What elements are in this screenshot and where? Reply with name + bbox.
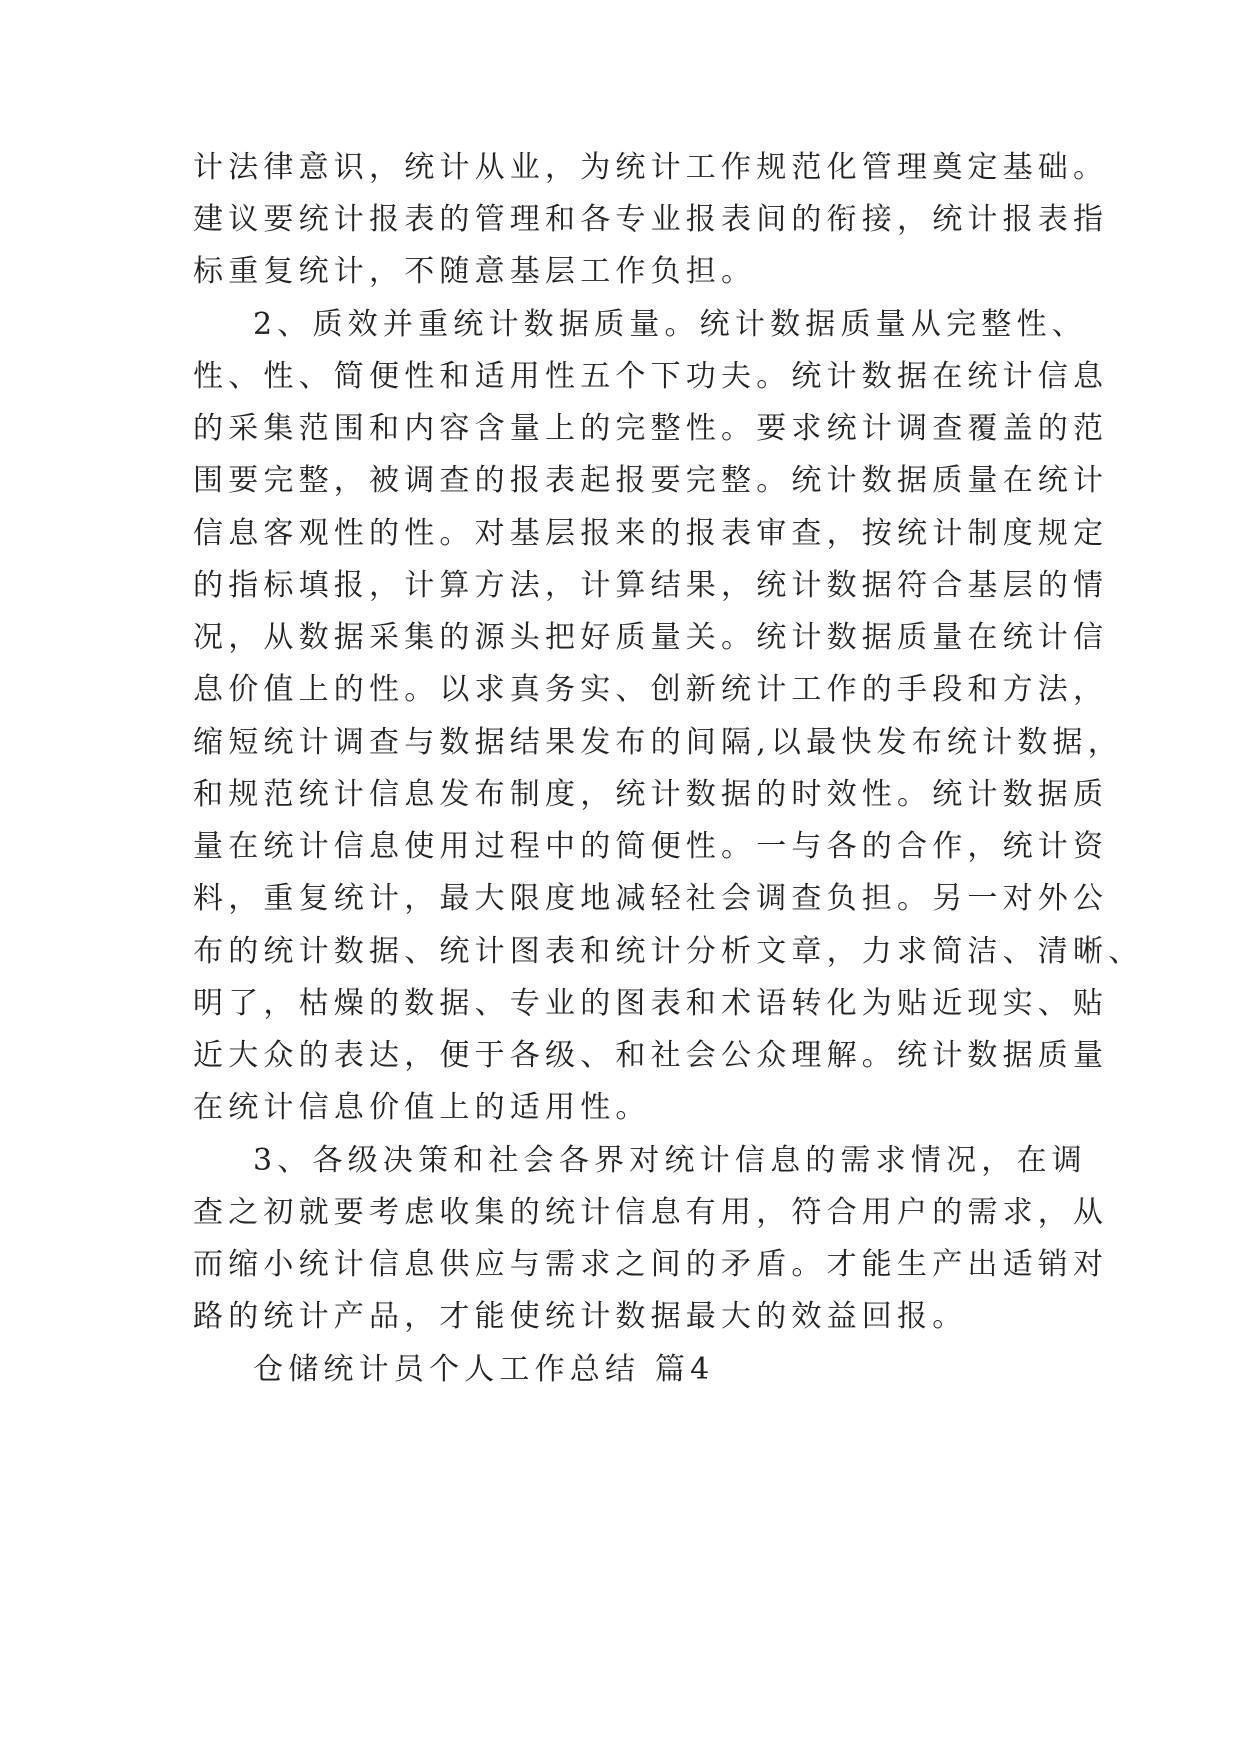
text-line: 料，重复统计，最大限度地减轻社会调查负担。另一对外公 <box>193 881 1109 916</box>
text-line: 计法律意识，统计从业，为统计工作规范化管理奠定基础。 <box>193 150 1109 185</box>
text-line: 的指标填报，计算方法，计算结果，统计数据符合基层的情 <box>193 568 1109 603</box>
text-line: 建议要统计报表的管理和各专业报表间的衔接，统计报表指 <box>193 202 1109 237</box>
text-line: 在统计信息价值上的适用性。 <box>193 1090 651 1125</box>
text-line: 路的统计产品，才能使统计数据最大的效益回报。 <box>193 1299 968 1334</box>
section-heading: 仓储统计员个人工作总结 篇4 <box>253 1352 715 1387</box>
text-line: 查之初就要考虑收集的统计信息有用，符合用户的需求，从 <box>193 1195 1109 1230</box>
text-line: 而缩小统计信息供应与需求之间的矛盾。才能生产出适销对 <box>193 1247 1109 1282</box>
text-line: 性、性、简便性和适用性五个下功夫。统计数据在统计信息 <box>193 359 1109 394</box>
text-line: 缩短统计调查与数据结果发布的间隔,以最快发布统计数据， <box>193 725 1123 760</box>
paragraph-start-line: 2、质效并重统计数据质量。统计数据质量从完整性、 <box>253 307 1087 342</box>
text-line: 信息客观性的性。对基层报来的报表审查，按统计制度规定 <box>193 516 1109 551</box>
text-line: 况，从数据采集的源头把好质量关。统计数据质量在统计信 <box>193 620 1109 655</box>
text-line: 布的统计数据、统计图表和统计分析文章，力求简洁、清晰、 <box>193 934 1144 969</box>
text-line: 明了，枯燥的数据、专业的图表和术语转化为贴近现实、贴 <box>193 986 1109 1021</box>
text-line: 近大众的表达，便于各级、和社会公众理解。统计数据质量 <box>193 1038 1109 1073</box>
text-line: 量在统计信息使用过程中的简便性。一与各的合作，统计资 <box>193 829 1109 864</box>
paragraph-start-line: 3、各级决策和社会各界对统计信息的需求情况，在调 <box>253 1143 1087 1178</box>
text-line: 和规范统计信息发布制度，统计数据的时效性。统计数据质 <box>193 777 1109 812</box>
text-line: 围要完整，被调查的报表起报要完整。统计数据质量在统计 <box>193 463 1109 498</box>
text-line: 标重复统计，不随意基层工作负担。 <box>193 254 757 289</box>
text-line: 息价值上的性。以求真务实、创新统计工作的手段和方法， <box>193 672 1109 707</box>
text-line: 的采集范围和内容含量上的完整性。要求统计调查覆盖的范 <box>193 411 1109 446</box>
